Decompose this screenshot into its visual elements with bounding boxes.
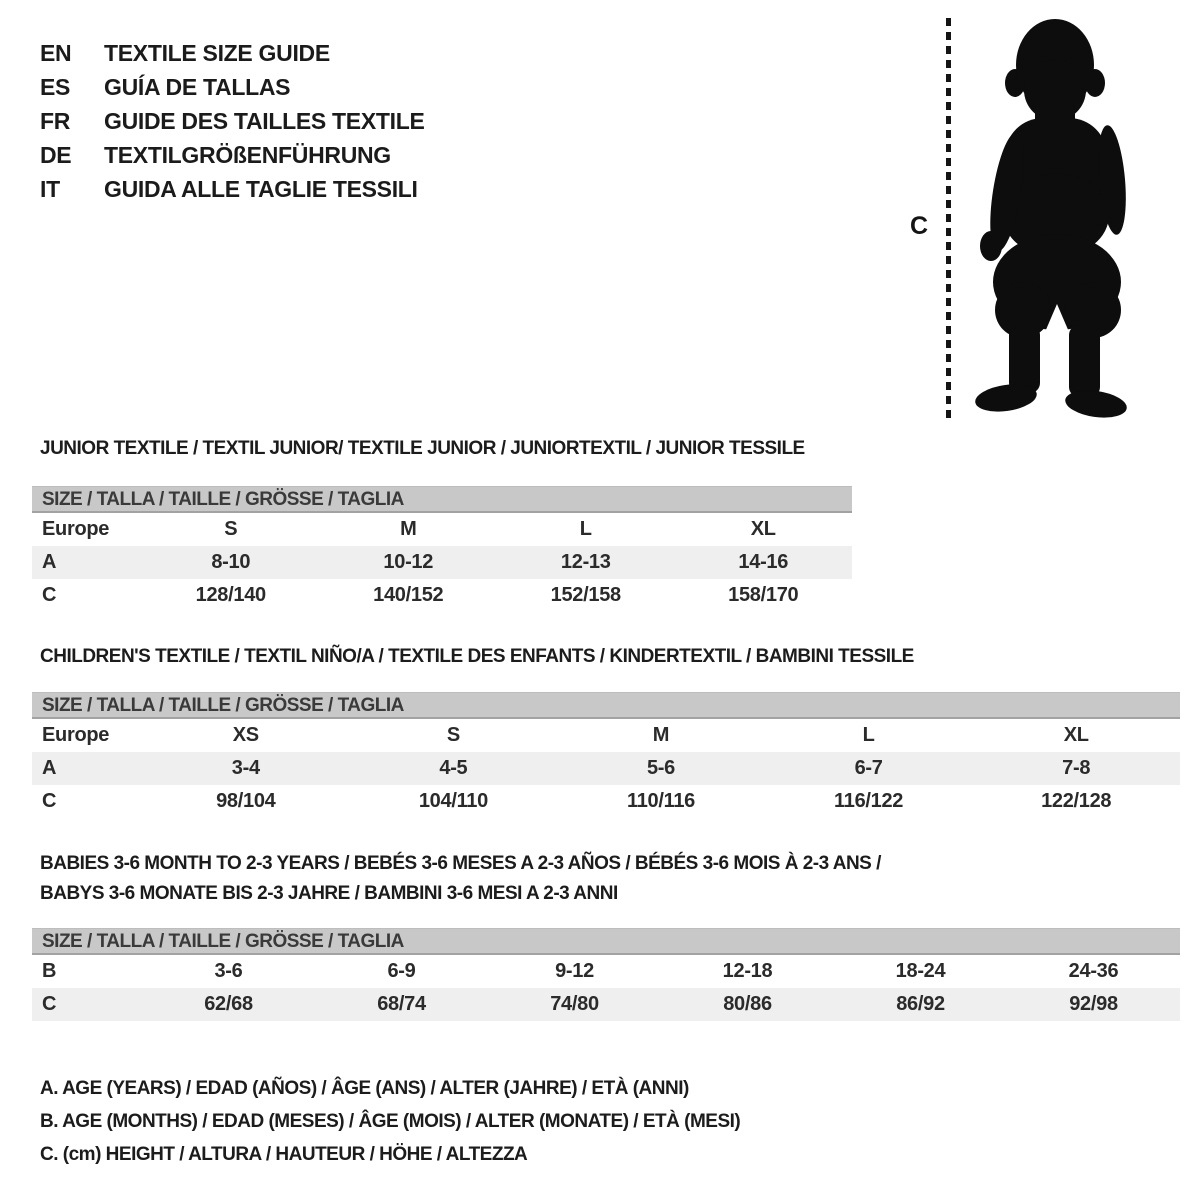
table-row — [32, 579, 852, 612]
size-cell: 6-9 — [387, 960, 416, 982]
size-cell: 8-10 — [211, 551, 251, 573]
size-cell: 12-18 — [722, 960, 773, 982]
size-cell: 62/68 — [204, 993, 253, 1015]
size-cell: 3-4 — [231, 757, 260, 779]
size-cell: 104/110 — [418, 790, 488, 812]
size-cell: L — [862, 724, 875, 746]
size-cell: 128/140 — [195, 584, 266, 606]
size-table-header: SIZE / TALLA / TAILLE / GRÖSSE / TAGLIA — [32, 486, 852, 513]
section-title-junior — [40, 434, 805, 464]
section-title-line: CHILDREN'S TEXTILE / TEXTIL NIÑO/A / TEXTILE DES ENFANTS / KINDERTEXTIL / BAMBINI TESSILE — [40, 646, 914, 667]
baby-silhouette-icon — [963, 10, 1143, 420]
footnote-c: C. (cm) HEIGHT / ALTURA / HAUTEUR / HÖHE / ALTEZZA — [40, 1144, 528, 1165]
size-cell: 3-6 — [214, 960, 243, 982]
language-title: TEXTILE SIZE GUIDE — [104, 40, 330, 66]
row-label: Europe — [42, 518, 110, 540]
size-cell: 152/158 — [550, 584, 621, 606]
size-table-header: SIZE / TALLA / TAILLE / GRÖSSE / TAGLIA — [32, 692, 1180, 719]
language-row — [40, 172, 425, 206]
language-code: IT — [40, 176, 60, 202]
size-table-header: SIZE / TALLA / TAILLE / GRÖSSE / TAGLIA — [32, 928, 1180, 955]
row-label: Europe — [42, 724, 110, 746]
section-title-babies — [40, 849, 881, 909]
row-label: C — [42, 584, 57, 606]
size-cell: 18-24 — [895, 960, 946, 982]
row-label: C — [42, 993, 57, 1015]
size-cell: 158/170 — [728, 584, 799, 606]
language-title: GUIDA ALLE TAGLIE TESSILI — [104, 176, 418, 202]
children-size-table — [32, 692, 1180, 818]
size-cell: 116/122 — [834, 790, 904, 812]
footnote-a: A. AGE (YEARS) / EDAD (AÑOS) / ÂGE (ANS) / ALTER (JAHRE) / ETÀ (ANNI) — [40, 1078, 689, 1099]
size-cell: 68/74 — [377, 993, 426, 1015]
row-label: A — [42, 757, 57, 779]
babies-size-table — [32, 928, 1180, 1021]
size-cell: 6-7 — [854, 757, 883, 779]
table-row — [32, 955, 1180, 988]
size-cell: 4-5 — [439, 757, 468, 779]
language-title: GUÍA DE TALLAS — [104, 74, 291, 100]
size-cell: 7-8 — [1062, 757, 1091, 779]
size-cell: L — [579, 518, 592, 540]
row-label: B — [42, 960, 57, 982]
language-code: ES — [40, 74, 71, 100]
size-cell: 12-13 — [560, 551, 611, 573]
size-cell: XL — [750, 518, 776, 540]
height-measure-label: C — [910, 212, 928, 240]
size-cell: 86/92 — [896, 993, 945, 1015]
section-title-children — [40, 642, 914, 672]
table-row — [32, 752, 1180, 785]
footnotes — [40, 1072, 740, 1171]
size-cell: M — [652, 724, 670, 746]
row-label: C — [42, 790, 57, 812]
size-cell: 10-12 — [383, 551, 434, 573]
table-row — [32, 546, 852, 579]
size-cell: M — [400, 518, 417, 540]
table-row — [32, 785, 1180, 818]
section-title-line: BABYS 3-6 MONATE BIS 2-3 JAHRE / BAMBINI 3-6 MESI A 2-3 ANNI — [40, 883, 618, 904]
size-cell: S — [224, 518, 238, 540]
size-cell: XL — [1063, 724, 1089, 746]
table-row — [32, 988, 1180, 1021]
footnote-b: B. AGE (MONTHS) / EDAD (MESES) / ÂGE (MOIS) / ALTER (MONATE) / ETÀ (MESI) — [40, 1111, 741, 1132]
size-cell: 24-36 — [1068, 960, 1119, 982]
size-cell: 9-12 — [555, 960, 594, 982]
language-row — [40, 36, 425, 70]
size-cell: 14-16 — [738, 551, 789, 573]
size-cell: 110/116 — [626, 790, 695, 812]
language-code: FR — [40, 108, 71, 134]
size-cell: 5-6 — [646, 757, 675, 779]
size-cell: XS — [232, 724, 259, 746]
table-row — [32, 513, 852, 546]
junior-size-table — [32, 486, 852, 612]
size-cell: 92/98 — [1069, 993, 1118, 1015]
language-row — [40, 104, 425, 138]
language-code: EN — [40, 40, 72, 66]
language-row — [40, 138, 425, 172]
language-title: TEXTILGRÖßENFÜHRUNG — [104, 142, 391, 168]
language-row — [40, 70, 425, 104]
size-cell: 80/86 — [723, 993, 772, 1015]
table-row — [32, 719, 1180, 752]
size-cell: S — [446, 724, 460, 746]
language-title: GUIDE DES TAILLES TEXTILE — [104, 108, 425, 134]
size-cell: 74/80 — [550, 993, 599, 1015]
language-header — [40, 36, 425, 206]
height-measure-dashed-line — [946, 18, 951, 418]
size-cell: 140/152 — [373, 584, 444, 606]
section-title-line: JUNIOR TEXTILE / TEXTIL JUNIOR/ TEXTILE JUNIOR / JUNIORTEXTIL / JUNIOR TESSILE — [40, 438, 805, 459]
size-cell: 122/128 — [1041, 790, 1112, 812]
language-code: DE — [40, 142, 72, 168]
section-title-line: BABIES 3-6 MONTH TO 2-3 YEARS / BEBÉS 3-6 MESES A 2-3 AÑOS / BÉBÉS 3-6 MOIS À 2-3 ANS / — [40, 853, 881, 874]
size-cell: 98/104 — [216, 790, 276, 812]
row-label: A — [42, 551, 57, 573]
